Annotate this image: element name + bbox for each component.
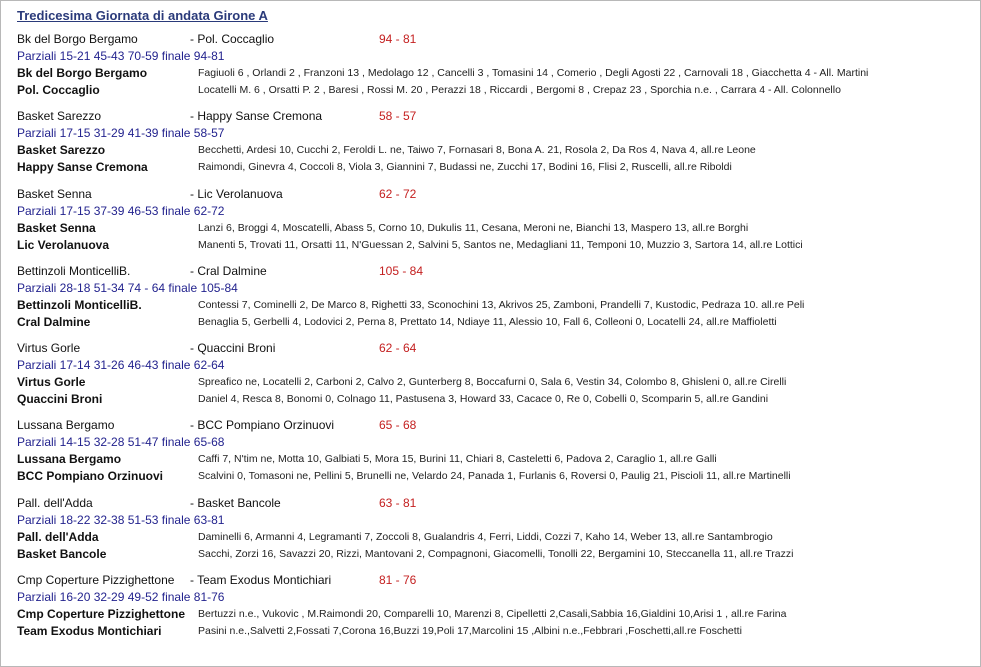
final-score: 62 - 64 — [379, 341, 417, 355]
away-roster-players: Daniel 4, Resca 8, Bonomi 0, Colnago 11, Pastusena 3, Howard 33, Cacace 0, Re 0, Cobelli 0, Scomparin 5, all.re Gandini — [198, 393, 769, 405]
final-score: 81 - 76 — [379, 573, 417, 587]
home-roster-players: Daminelli 6, Armanni 4, Legramanti 7, Zoccoli 8, Gualandris 4, Ferri, Liddi, Cozzi 7, Kaho 14, Weber 13, all.re Santambrogio — [198, 531, 773, 543]
home-roster-team: Basket Sarezzo — [17, 143, 106, 157]
away-team-name: - Lic Verolanuova — [190, 187, 283, 201]
partial-scores: Parziali 17-15 31-29 41-39 finale 58-57 — [17, 126, 225, 140]
away-roster-team: BCC Pompiano Orzinuovi — [17, 469, 164, 483]
home-team-name: Cmp Coperture Pizzighettone — [17, 573, 175, 587]
match-block — [17, 187, 977, 257]
away-team-name: - Cral Dalmine — [190, 264, 267, 278]
partial-scores: Parziali 15-21 45-43 70-59 finale 94-81 — [17, 49, 225, 63]
home-team-name: Pall. dell'Adda — [17, 496, 93, 510]
home-roster-team: Bk del Borgo Bergamo — [17, 66, 148, 80]
home-roster-team: Basket Senna — [17, 221, 96, 235]
partial-scores: Parziali 14-15 32-28 51-47 finale 65-68 — [17, 435, 225, 449]
match-block — [17, 496, 977, 566]
away-roster-players: Sacchi, Zorzi 16, Savazzi 20, Rizzi, Mantovani 2, Compagnoni, Giacomelli, Tonolli 22, Bergamini 10, Steccanella 11, all.re Trazzi — [198, 548, 794, 560]
away-roster-team: Cral Dalmine — [17, 315, 91, 329]
page-title[interactable]: Tredicesima Giornata di andata Girone A — [17, 8, 268, 23]
home-roster-players: Bertuzzi n.e., Vukovic , M.Raimondi 20, Comparelli 10, Marenzi 8, Cipelletti 2,Casali,Sabbia 16,Gialdini 10,Arisi 1 , all.re Farina — [198, 608, 787, 620]
away-roster-team: Happy Sanse Cremona — [17, 160, 148, 174]
home-roster-team: Bettinzoli MonticelliB. — [17, 298, 142, 312]
match-block — [17, 32, 977, 102]
away-roster-team: Quaccini Broni — [17, 392, 103, 406]
home-team-name: Basket Sarezzo — [17, 109, 102, 123]
match-block — [17, 573, 977, 643]
away-team-name: - Happy Sanse Cremona — [190, 109, 323, 123]
away-roster-team: Team Exodus Montichiari — [17, 624, 162, 638]
partial-scores: Parziali 28-18 51-34 74 - 64 finale 105-84 — [17, 281, 238, 295]
home-roster-players: Lanzi 6, Broggi 4, Moscatelli, Abass 5, Corno 10, Dukulis 11, Cesana, Meroni ne, Bianchi 13, Maspero 13, all.re Borghi — [198, 222, 749, 234]
home-roster-team: Pall. dell'Adda — [17, 530, 99, 544]
away-roster-players: Pasini n.e.,Salvetti 2,Fossati 7,Corona 16,Buzzi 19,Poli 17,Marcolini 15 ,Albini n.e.,Febbrari ,Foschetti,all.re Foschetti — [198, 625, 742, 637]
away-roster-players: Raimondi, Ginevra 4, Coccoli 8, Viola 3, Giannini 7, Budassi ne, Zucchi 17, Bodini 16, Flisi 2, Ruscelli, all.re Riboldi — [198, 161, 732, 173]
home-roster-team: Cmp Coperture Pizzighettone — [17, 607, 186, 621]
final-score: 63 - 81 — [379, 496, 417, 510]
away-team-name: - BCC Pompiano Orzinuovi — [190, 418, 335, 432]
final-score: 105 - 84 — [379, 264, 424, 278]
home-team-name: Bk del Borgo Bergamo — [17, 32, 138, 46]
away-roster-team: Pol. Coccaglio — [17, 83, 100, 97]
home-roster-players: Fagiuoli 6 , Orlandi 2 , Franzoni 13 , Medolago 12 , Cancelli 3 , Tomasini 14 , Comerio , Degli Agosti 22 , Carnovali 18 , Giacchetta 4 - All. Martini — [198, 67, 869, 79]
away-roster-players: Benaglia 5, Gerbelli 4, Lodovici 2, Perna 8, Prettato 14, Ndiaye 11, Alessio 10, Fall 6, Colleoni 0, Locatelli 24, all.re Maffioletti — [198, 316, 777, 328]
home-roster-players: Becchetti, Ardesi 10, Cucchi 2, Feroldi L. ne, Taiwo 7, Fornasari 8, Bona A. 21, Rosola 2, Da Ros 4, Nava 4, all.re Leone — [198, 144, 756, 156]
home-team-name: Virtus Gorle — [17, 341, 81, 355]
home-roster-players: Contessi 7, Cominelli 2, De Marco 8, Righetti 33, Sconochini 13, Akrivos 25, Zamboni, Prandelli 7, Kustodic, Pedraza 10. all.re Peli — [198, 299, 805, 311]
home-team-name: Lussana Bergamo — [17, 418, 115, 432]
final-score: 58 - 57 — [379, 109, 417, 123]
match-block — [17, 264, 977, 334]
away-team-name: - Pol. Coccaglio — [190, 32, 275, 46]
partial-scores: Parziali 17-15 37-39 46-53 finale 62-72 — [17, 204, 225, 218]
away-team-name: - Team Exodus Montichiari — [190, 573, 332, 587]
final-score: 62 - 72 — [379, 187, 417, 201]
partial-scores: Parziali 17-14 31-26 46-43 finale 62-64 — [17, 358, 225, 372]
match-block — [17, 418, 977, 488]
final-score: 94 - 81 — [379, 32, 417, 46]
match-block — [17, 109, 977, 179]
away-roster-team: Basket Bancole — [17, 547, 107, 561]
away-team-name: - Quaccini Broni — [190, 341, 276, 355]
match-block — [17, 341, 977, 411]
away-roster-players: Manenti 5, Trovati 11, Orsatti 11, N'Guessan 2, Salvini 5, Santos ne, Medagliani 11, Temponi 10, Muzzio 3, Sartora 14, all.re Lottici — [198, 239, 803, 251]
away-roster-players: Locatelli M. 6 , Orsatti P. 2 , Baresi , Rossi M. 20 , Perazzi 18 , Riccardi , Bergomi 8 , Crepaz 23 , Sporchia n.e. , Carrara 4 - All. Colonnello — [198, 84, 841, 96]
home-team-name: Bettinzoli MonticelliB. — [17, 264, 131, 278]
partial-scores: Parziali 16-20 32-29 49-52 finale 81-76 — [17, 590, 225, 604]
away-roster-players: Scalvini 0, Tomasoni ne, Pellini 5, Brunelli ne, Velardo 24, Panada 1, Furlanis 6, Roversi 0, Paulig 21, Piscioli 11, all.re Martinelli — [198, 470, 791, 482]
home-roster-players: Spreafico ne, Locatelli 2, Carboni 2, Calvo 2, Gunterberg 8, Boccafurni 0, Sala 6, Vestin 34, Colombo 8, Ghisleni 0, all.re Cirelli — [198, 376, 787, 388]
home-team-name: Basket Senna — [17, 187, 92, 201]
home-roster-players: Caffi 7, N'tim ne, Motta 10, Galbiati 5, Mora 15, Burini 11, Chiari 8, Casteletti 6, Padova 2, Caraglio 1, all.re Galli — [198, 453, 717, 465]
away-roster-team: Lic Verolanuova — [17, 238, 110, 252]
home-roster-team: Lussana Bergamo — [17, 452, 122, 466]
away-team-name: - Basket Bancole — [190, 496, 281, 510]
partial-scores: Parziali 18-22 32-38 51-53 finale 63-81 — [17, 513, 225, 527]
home-roster-team: Virtus Gorle — [17, 375, 86, 389]
final-score: 65 - 68 — [379, 418, 417, 432]
